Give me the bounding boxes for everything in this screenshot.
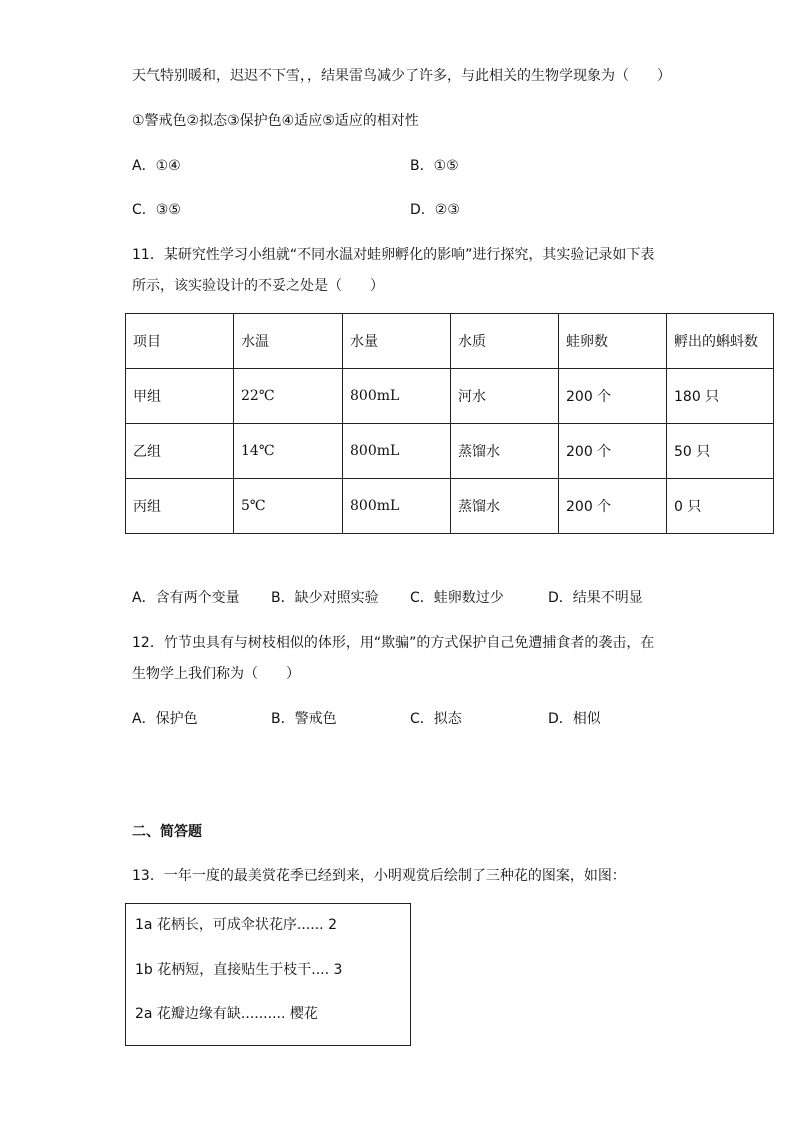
table-cell: 河水 [451, 369, 559, 424]
q10-option-c[interactable]: C．③⑤ [132, 202, 181, 218]
key-line-1a: 1a 花柄长，可成伞状花序...... 2 [135, 917, 337, 933]
q10-items: ①警戒色②拟态③保护色④适应⑤适应的相对性 [132, 113, 419, 129]
q11-option-d[interactable]: D．结果不明显 [548, 590, 643, 606]
table-header-cell: 项目 [126, 314, 234, 369]
q12-option-d[interactable]: D．相似 [548, 711, 601, 727]
table-row [126, 369, 774, 424]
key-line-1b: 1b 花柄短，直接贴生于枝干.... 3 [135, 962, 343, 978]
table-cell: 800mL [343, 369, 451, 424]
table-row [126, 424, 774, 479]
q11-option-c[interactable]: C．蛙卵数过少 [410, 590, 504, 606]
table-cell: 180 只 [667, 369, 774, 424]
table-cell: 14℃ [234, 424, 343, 479]
section-heading: 二、简答题 [132, 824, 202, 840]
table-cell: 22℃ [234, 369, 343, 424]
table-cell: 0 只 [667, 479, 774, 534]
table-cell: 200 个 [559, 369, 667, 424]
table-cell: 乙组 [126, 424, 234, 479]
q11-stem-line2: 所示，该实验设计的不妥之处是（ ） [132, 278, 384, 294]
table-cell: 200 个 [559, 424, 667, 479]
q12-stem-line1: 12．竹节虫具有与树枝相似的体形，用“欺骗”的方式保护自己免遭捕食者的袭击，在 [132, 635, 655, 651]
q12-stem-line2: 生物学上我们称为（ ） [132, 666, 300, 682]
table-cell: 丙组 [126, 479, 234, 534]
table-header-cell: 水质 [451, 314, 559, 369]
dichotomous-key-box [125, 903, 411, 1046]
table-cell: 800mL [343, 424, 451, 479]
table-row [126, 479, 774, 534]
q10-option-a[interactable]: A．①④ [132, 158, 181, 174]
table-cell: 甲组 [126, 369, 234, 424]
experiment-table [125, 313, 774, 534]
q10-stem: 天气特别暖和，迟迟不下雪，，结果雷鸟减少了许多，与此相关的生物学现象为（ ） [132, 68, 671, 84]
table-header-cell: 孵出的蝌蚪数 [667, 314, 774, 369]
q11-option-b[interactable]: B．缺少对照实验 [271, 590, 379, 606]
table-cell: 5℃ [234, 479, 343, 534]
q13-stem: 13．一年一度的最美赏花季已经到来，小明观赏后绘制了三种花的图案，如图： [132, 868, 626, 884]
key-line-2a: 2a 花瓣边缘有缺.......... 樱花 [135, 1006, 318, 1022]
table-cell: 50 只 [667, 424, 774, 479]
q10-option-d[interactable]: D．②③ [410, 202, 460, 218]
q11-option-a[interactable]: A．含有两个变量 [132, 590, 240, 606]
q11-stem-line1: 11．某研究性学习小组就“不同水温对蛙卵孵化的影响”进行探究，其实验记录如下表 [132, 247, 655, 263]
q12-option-c[interactable]: C．拟态 [410, 711, 462, 727]
q12-option-a[interactable]: A．保护色 [132, 711, 198, 727]
table-header-cell: 水温 [234, 314, 343, 369]
table-cell: 蒸馏水 [451, 424, 559, 479]
q10-option-b[interactable]: B．①⑤ [410, 158, 459, 174]
q12-option-b[interactable]: B．警戒色 [271, 711, 337, 727]
table-cell: 800mL [343, 479, 451, 534]
table-header-cell: 蛙卵数 [559, 314, 667, 369]
table-cell: 200 个 [559, 479, 667, 534]
table-cell: 蒸馏水 [451, 479, 559, 534]
table-header-cell: 水量 [343, 314, 451, 369]
table-header-row [126, 314, 774, 369]
